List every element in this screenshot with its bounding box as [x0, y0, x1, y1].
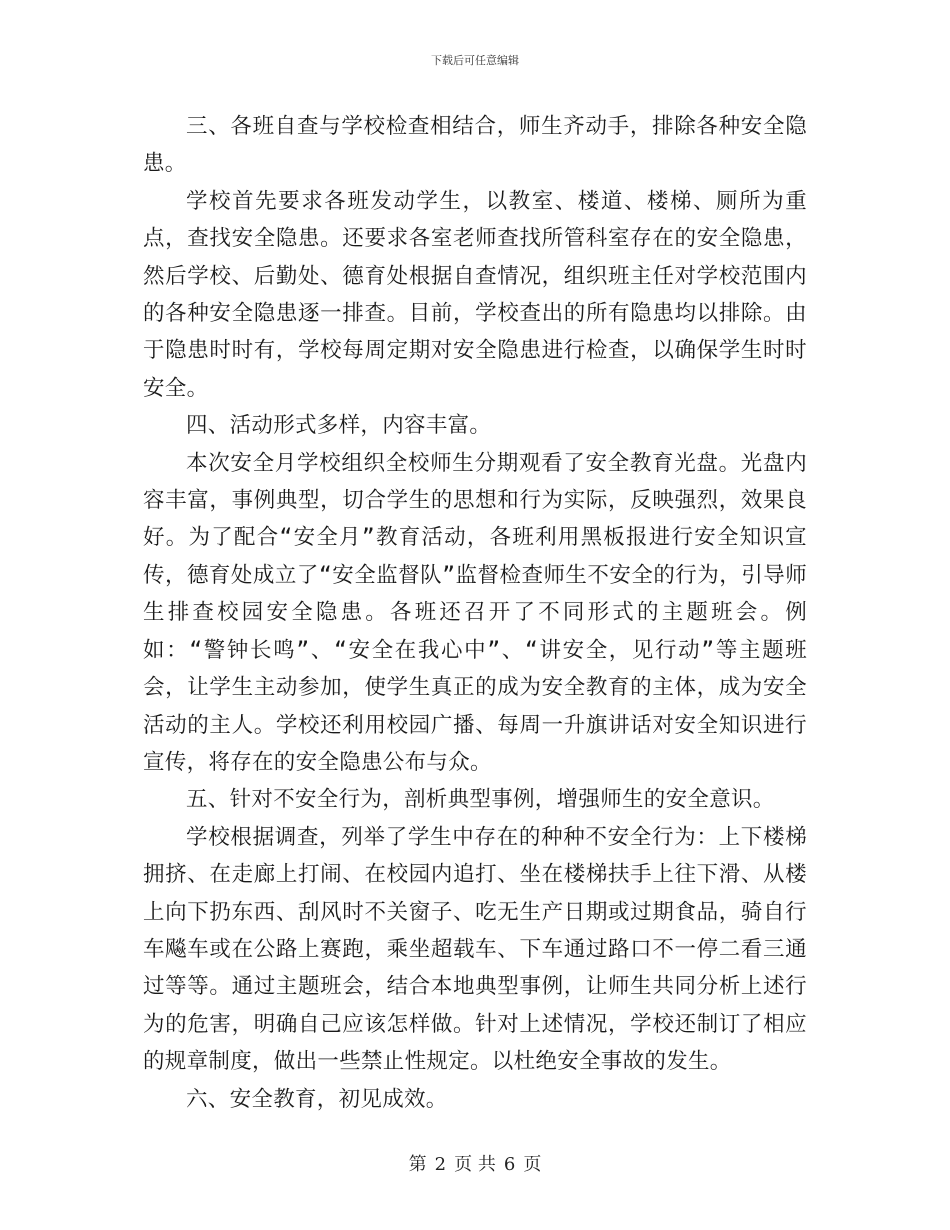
current-page-number: 2 [434, 1154, 447, 1175]
footer-middle: 页 共 [454, 1154, 496, 1175]
page-number-footer [0, 1154, 950, 1176]
total-page-number: 6 [503, 1154, 516, 1175]
footer-prefix: 第 [408, 1154, 427, 1175]
section-heading-5: 五、针对不安全行为，剖析典型事例，增强师生的安全意识。 [186, 787, 775, 813]
paragraph: 学校首先要求各班发动学生，以教室、楼道、楼梯、厕所为重点，查找安全隐患。还要求各室老师查找所管科室存在的安全隐患，然后学校、后勤处、德育处根据自查情况，组织班主任对学校范围内的各种安全隐患逐一排查。目前，学校查出的所有隐患均以排除。由于隐患时时有，学校每周定期对安全隐患进行检查，以确保学生时时安全。 [143, 188, 807, 401]
paragraph: 学校根据调查，列举了学生中存在的种种不安全行为：上下楼梯拥挤、在走廊上打闹、在校园内追打、坐在楼梯扶手上往下滑、从楼上向下扔东西、刮风时不关窗子、吃无生产日期或过期食品，骑自行车飚车或在公路上赛跑，乘坐超载车、下车通过路口不一停二看三通过等等。通过主题班会，结合本地典型事例，让师生共同分析上述行为的危害，明确自己应该怎样做。针对上述情况，学校还制订了相应的规章制度，做出一些禁止性规定。以杜绝安全事故的发生。 [143, 824, 807, 1075]
paragraph: 本次安全月学校组织全校师生分期观看了安全教育光盘。光盘内容丰富，事例典型，切合学生的思想和行为实际，反映强烈，效果良好。为了配合“安全月”教育活动，各班利用黑板报进行安全知识宣传，德育处成立了“安全监督队”监督检查师生不安全的行为，引导师生排查校园安全隐患。各班还召开了不同形式的主题班会。例如：“警钟长鸣”、“安全在我心中”、“讲安全，见行动”等主题班会，让学生主动参加，使学生真正的成为安全教育的主体，成为安全活动的主人。学校还利用校园广播、每周一升旗讲话对安全知识进行宣传，将存在的安全隐患公布与众。 [143, 450, 807, 775]
document-body [143, 108, 807, 1118]
section-heading-3: 三、各班自查与学校检查相结合，师生齐动手，排除各种安全隐患。 [143, 114, 807, 177]
section-heading-6: 六、安全教育，初见成效。 [186, 1086, 448, 1112]
footer-suffix: 页 [523, 1154, 542, 1175]
section-heading-4: 四、活动形式多样，内容丰富。 [186, 413, 492, 439]
page-header-note: 下载后可任意编辑 [431, 54, 519, 67]
